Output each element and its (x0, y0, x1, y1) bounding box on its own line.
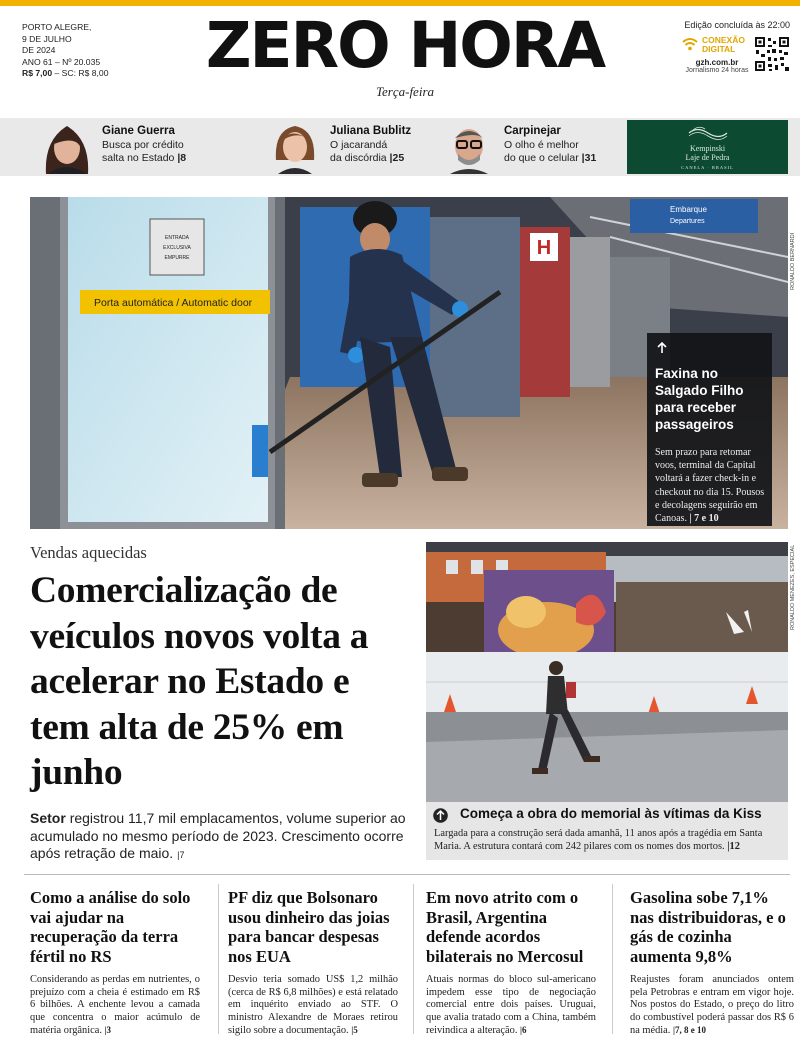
qr-code-icon[interactable] (754, 36, 790, 72)
top-yellow-bar (0, 0, 800, 6)
price: R$ 7,00 (22, 68, 53, 78)
brief-text: Desvio teria somado US$ 1,2 milhão (cerca de R$ 6,8 milhões) e está relatado em inquérito enviado ao STF. O ministro Alexandre de Moraes retirou sigilo sobre a documentação. |5 (228, 974, 398, 1037)
column-separator (413, 884, 414, 1034)
brief-text: Considerando as perdas em nutrientes, o prejuízo com a cheia é estimado em R$ 6 bilhões. A enchente levou a camada que concentra o maior acúmulo de matéria orgânica. |3 (30, 974, 200, 1037)
kempinski-ad[interactable]: Kempinski Laje de Pedra CANELA · BRASIL (627, 120, 788, 174)
edition-time: Edição concluída às 22:00 (684, 20, 790, 30)
photo2-credit: RONALDO MENEZES, ESPECIAL (790, 544, 796, 630)
brief-text: Reajustes foram anunciados ontem pela Petrobras e entram em vigor hoje. Nos postos do Estado, o preço do litro do combustível poderá passar dos R$ 6 na média. |7, 8 e 10 (630, 974, 794, 1037)
lead-kicker: Vendas aquecidas (30, 543, 147, 562)
edition-number: ANO 61 – Nº 20.035 (22, 56, 101, 67)
column-separator (612, 884, 613, 1034)
brief-text: Atuais normas do bloco sul-americano impedem esse tipo de negociação comercial entre dois países. Uruguai, que avalia tratado com a China, também reivindica a alteração. |6 (426, 974, 596, 1037)
date: 9 DE JULHO (22, 33, 72, 44)
column-separator (218, 884, 219, 1034)
columnists-strip: Giane Guerra Busca por crédito salta no Estado |8 Juliana Bublitz O jacarandá da discórdia |25 Carpinejar O olho é melhor do que o celular |31 Kempinski Laje de Pedra CANELA · BRASIL (0, 118, 800, 176)
brief-argentina-mercosul[interactable] (426, 888, 596, 1038)
caption-headline: Faxina no Salgado Filho para receber passageiros (655, 366, 744, 432)
columnist-photo (440, 120, 498, 174)
columnist-photo (38, 120, 96, 174)
sign-embarque: Embarque (670, 205, 707, 214)
svg-text:EMPURRE: EMPURRE (164, 255, 190, 261)
brief-headline: Em novo atrito com o Brasil, Argentina defende acordos bilaterais no Mercosul (426, 888, 584, 966)
sign-departures: Departures (670, 218, 705, 225)
door-sticker: ENTRADA (165, 235, 189, 241)
brief-gasolina[interactable] (630, 888, 794, 1038)
city: PORTO ALEGRE, (22, 22, 92, 32)
price-sc: – SC: R$ 8,00 (54, 68, 109, 78)
hospital-sign: H (536, 237, 552, 259)
arrow-up-icon (656, 342, 668, 354)
masthead-info (22, 22, 108, 80)
main-photo-caption[interactable] (647, 333, 772, 526)
tagline: Jornalismo 24 horas (685, 67, 749, 74)
caption-text: Sem prazo para retomar voos, terminal da Capital voltará a fazer check-in e checkout no dia 15. Pousos e decolagens seguirão em Canoas. | 7 e 10 (655, 447, 765, 525)
newspaper-logo[interactable]: ZERO HORA (205, 9, 605, 82)
caption2-text: Largada para a construção será dada amanhã, 11 anos após a tragédia em Santa Maria. A estrutura contará com 242 pilares com os nomes dos mortos. |12 (434, 828, 763, 853)
columnist-name: Giane Guerra (102, 125, 175, 137)
columnist-photo (266, 120, 324, 174)
kiss-memorial-caption[interactable] (426, 802, 788, 860)
brief-solo-rs[interactable] (30, 888, 200, 1038)
brief-headline: Como a análise do solo vai ajudar na recuperação da terra fértil no RS (30, 888, 191, 966)
kiss-memorial-photo[interactable] (426, 542, 788, 802)
memorial-site-photo (426, 542, 788, 802)
columnist-name: Carpinejar (504, 125, 561, 137)
arrow-up-circle-icon (433, 808, 448, 823)
lead-headline[interactable]: Comercialização de veículos novos volta a acelerar no Estado e tem alta de 25% em junho (30, 570, 369, 793)
brief-headline: PF diz que Bolsonaro usou dinheiro das joias para bancar despesas nos EUA (228, 888, 390, 966)
svg-text:EXCLUSIVA: EXCLUSIVA (163, 245, 191, 251)
caption2-headline: Começa a obra do memorial às vítimas da Kiss (460, 806, 762, 821)
wifi-icon (682, 37, 698, 51)
masthead-right (672, 20, 790, 74)
kempinski-logo-icon (687, 124, 729, 142)
site-link[interactable]: gzh.com.br (695, 58, 739, 67)
photo-credit: RONALDO BERNARDI (790, 232, 796, 290)
section-divider (24, 874, 790, 875)
conexao-digital[interactable]: CONEXÃO DIGITAL (682, 36, 752, 54)
weekday: Terça-feira (375, 84, 435, 99)
lead-text: Setor registrou 11,7 mil emplacamentos, volume superior ao acumulado no mesmo período de 2023. Crescimento ocorre após retração de maio. |7 (30, 810, 406, 861)
year: DE 2024 (22, 45, 56, 55)
door-label: Porta automática / Automatic door (94, 297, 253, 309)
brief-bolsonaro-joias[interactable] (228, 888, 398, 1038)
brief-headline: Gasolina sobe 7,1% nas distribuidoras, e o gás de cozinha aumenta 9,8% (630, 888, 786, 966)
columnist-name: Juliana Bublitz (330, 125, 412, 137)
